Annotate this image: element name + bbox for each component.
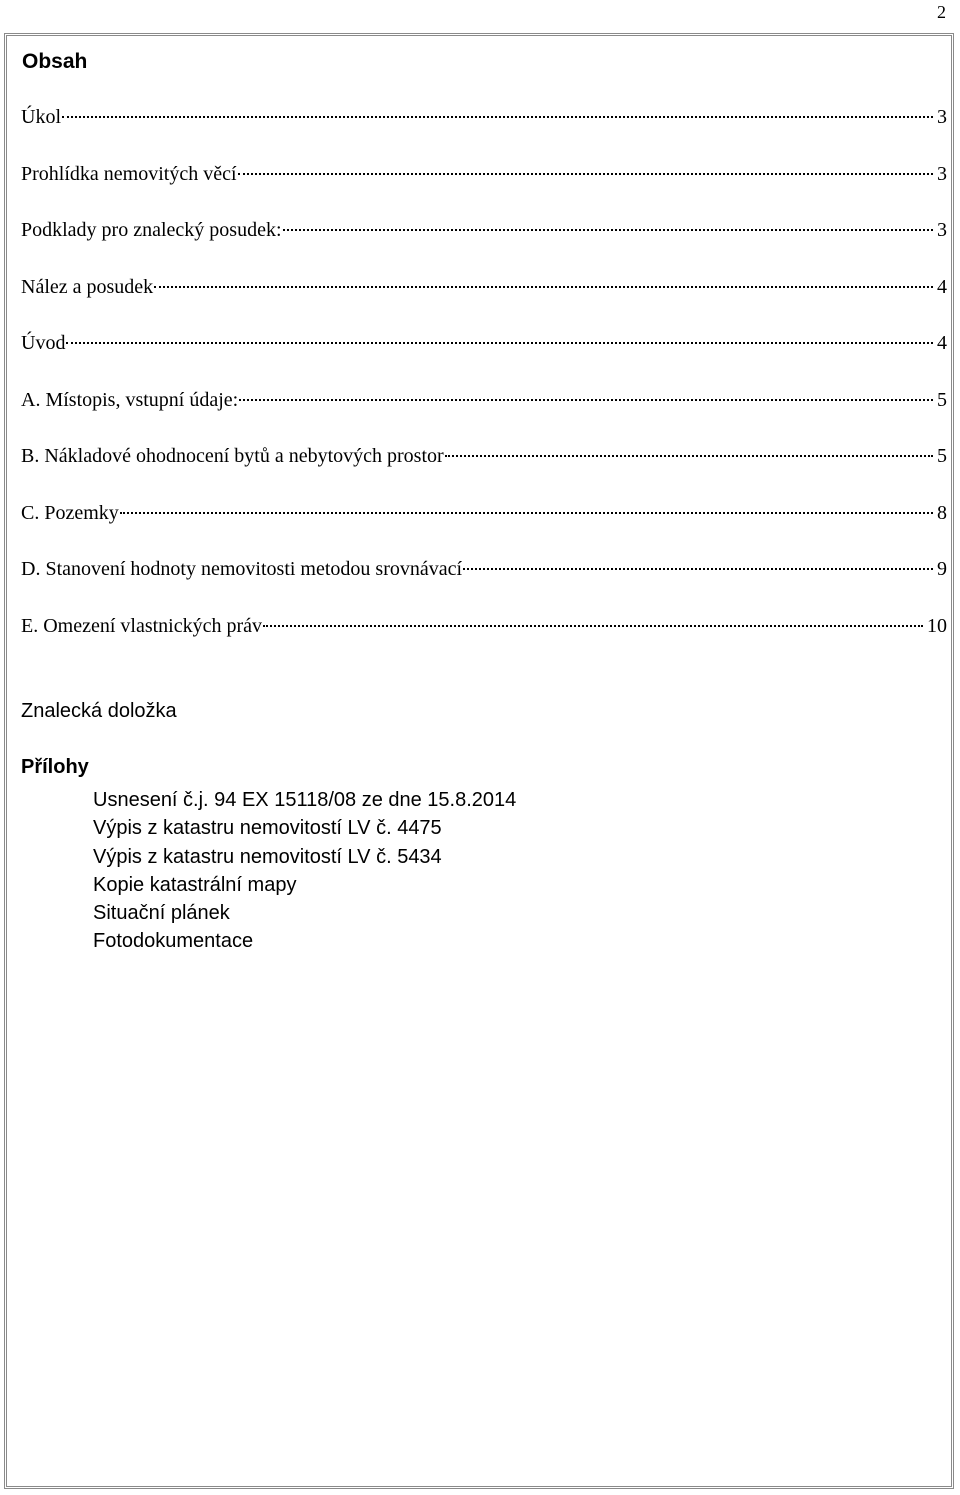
toc-entry-label: Nález a posudek (21, 275, 154, 298)
toc-entry-page: 5 (937, 388, 947, 411)
attachment-item: Fotodokumentace (93, 930, 254, 953)
toc-entry-label: E. Omezení vlastnických práv (21, 614, 263, 637)
toc-entry[interactable] (21, 389, 947, 446)
attachments-list (93, 786, 516, 956)
toc-entry[interactable] (21, 219, 947, 276)
toc-entry-page: 10 (927, 614, 947, 637)
toc-entry[interactable] (21, 106, 947, 163)
toc-title: Obsah (22, 50, 88, 73)
dot-leader (154, 286, 933, 288)
content-frame (4, 33, 954, 1489)
attachments-title: Přílohy (21, 756, 89, 778)
toc-entry-page: 5 (937, 445, 947, 467)
toc-entry[interactable] (21, 558, 947, 615)
toc-entry[interactable] (21, 332, 947, 389)
dot-leader (238, 173, 933, 175)
toc-entry[interactable] (21, 502, 947, 559)
dot-leader (445, 455, 933, 457)
toc-entry-label: D. Stanovení hodnoty nemovitosti metodou srovnávací (21, 558, 463, 580)
toc-entry-label: Prohlídka nemovitých věcí (21, 162, 237, 185)
toc-entry-page: 9 (937, 558, 947, 580)
table-of-contents (21, 106, 947, 671)
attachment-item: Kopie katastrální mapy (93, 873, 297, 896)
toc-entry[interactable] (21, 615, 947, 672)
attachment-item: Výpis z katastru nemovitostí LV č. 4475 (93, 817, 442, 840)
toc-entry-label: B. Nákladové ohodnocení bytů a nebytových prostor (21, 445, 444, 467)
toc-entry-label: A. Místopis, vstupní údaje: (21, 388, 239, 411)
attachment-item: Usnesení č.j. 94 EX 15118/08 ze dne 15.8.2014 (93, 789, 517, 811)
toc-entry-label: Podklady pro znalecký posudek: (21, 219, 282, 241)
dot-leader (463, 568, 933, 570)
expert-clause-heading: Znalecká doložka (21, 700, 177, 722)
toc-entry-page: 8 (937, 501, 947, 524)
toc-entry-label: C. Pozemky (21, 501, 119, 524)
dot-leader (263, 625, 923, 627)
toc-entry-page: 3 (937, 106, 947, 128)
toc-entry-label: Úvod (21, 332, 66, 354)
attachment-item: Situační plánek (93, 902, 230, 925)
dot-leader (239, 399, 933, 401)
toc-entry-page: 4 (937, 332, 947, 354)
toc-entry-label: Úkol (21, 106, 61, 128)
dot-leader (62, 116, 933, 118)
toc-entry[interactable] (21, 163, 947, 220)
toc-entry[interactable] (21, 276, 947, 333)
toc-entry-page: 3 (937, 219, 947, 241)
dot-leader (66, 342, 933, 344)
page-number: 2 (937, 2, 946, 22)
toc-entry-page: 3 (937, 162, 947, 185)
dot-leader (120, 512, 933, 514)
attachment-item: Výpis z katastru nemovitostí LV č. 5434 (93, 845, 442, 868)
dot-leader (283, 229, 934, 231)
toc-entry-page: 4 (937, 275, 947, 298)
toc-entry[interactable] (21, 445, 947, 502)
